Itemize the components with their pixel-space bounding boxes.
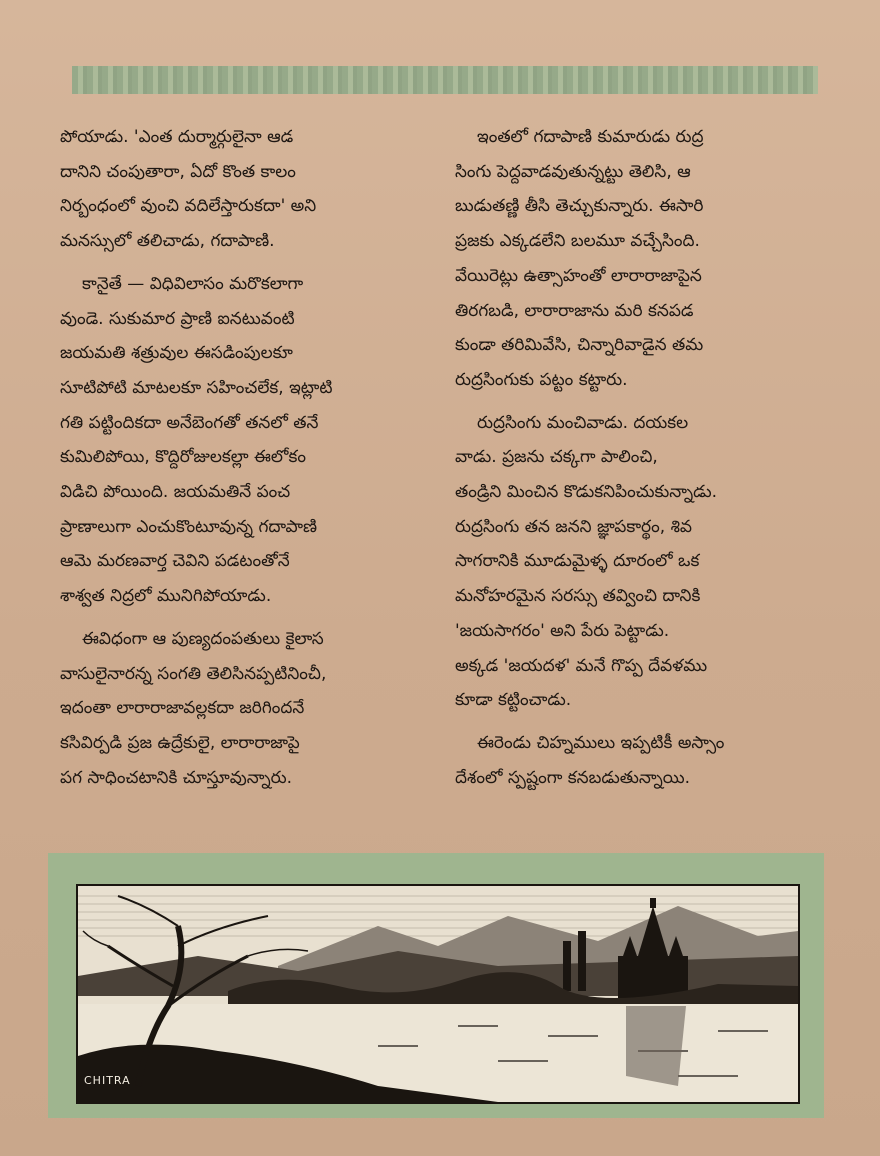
paragraph: ఈవిధంగా ఆ పుణ్యదంపతులు కైలాస వాసులైనారన్న సంగతి తెలిసినప్పటినించీ, ఇదంతా లారారాజావల్లకదా జరిగిందనే కసివిర్పడి ప్రజ ఉద్రేకులై, లారారాజాపై పగ సాధించటానికి చూస్తూవున్నారు.	[60, 628, 327, 788]
lake-temple-landscape-illustration	[76, 884, 800, 1104]
paragraph: ఇంతలో గదాపాణి కుమారుడు రుద్ర సింగు పెద్దవాడవుతున్నట్టు తెలిసి, ఆ బుడుతణ్ణి తీసి తెచ్చుకున్నారు. ఈసారి ప్రజకు ఎక్కడలేని బలమూ వచ్చేసింది. వేయిరెట్లు ఉత్సాహంతో లారారాజాపైన తిరగబడి, లారారాజాను మరి కనపడ కుండా తరిమివేసి, చిన్నారివాడైన తమ రుద్రసింగుకు పట్టం కట్టారు.	[455, 127, 704, 390]
paragraph: పోయాడు. 'ఎంత దుర్మార్గులైనా ఆడ దానిని చంపుతారా, ఏదో కొంత కాలం నిర్బంధంలో వుంచి వదిలేస్తారుకదా' అని మనస్సులో తలిచాడు, గదాపాణి.	[60, 127, 317, 252]
decorative-header-band	[72, 66, 818, 94]
left-text-column	[60, 120, 440, 803]
illustrator-credit: CHITRA	[80, 1073, 135, 1088]
paragraph: కానైతే — విధివిలాసం మరొకలాగా వుండె. సుకుమార ప్రాణి ఐనటువంటి జయమతి శత్రువుల ఈసడింపులకూ సూటిపోటి మాటలకూ సహించలేక, ఇట్లాటి గతి పట్టిందికదా అనేబెంగతో తనలో తనే కుమిలిపోయి, కొద్దిరోజులకల్లా ఈలోకం విడిచి పోయింది. జయమతినే పంచ ప్రాణాలుగా ఎంచుకొంటూవున్న గదాపాణి ఆమె మరణవార్త చెవిని పడటంతోనే శాశ్వత నిద్రలో మునిగిపోయాడు.	[60, 273, 333, 607]
paragraph: రుద్రసింగు మంచివాడు. దయకల వాడు. ప్రజను చక్కగా పాలించి, తండ్రిని మించిన కొడుకనిపించుకున్నాడు. రుద్రసింగు తన జనని జ్ఞాపకార్థం, శివ సాగరానికి మూడుమైళ్ళ దూరంలో ఒక మనోహరమైన సరస్సు తవ్వించి దానికి 'జయసాగరం' అని పేరు పెట్టాడు. అక్కడ 'జయదళ' మనే గొప్ప దేవళము కూడా కట్టించాడు.	[455, 412, 718, 711]
paragraph: ఈరెండు చిహ్నములు ఇప్పటికీ అస్సాం దేశంలో స్పష్టంగా కనబడుతున్నాయి.	[455, 732, 725, 788]
landscape-drawing	[78, 886, 798, 1102]
right-text-column	[455, 120, 830, 803]
